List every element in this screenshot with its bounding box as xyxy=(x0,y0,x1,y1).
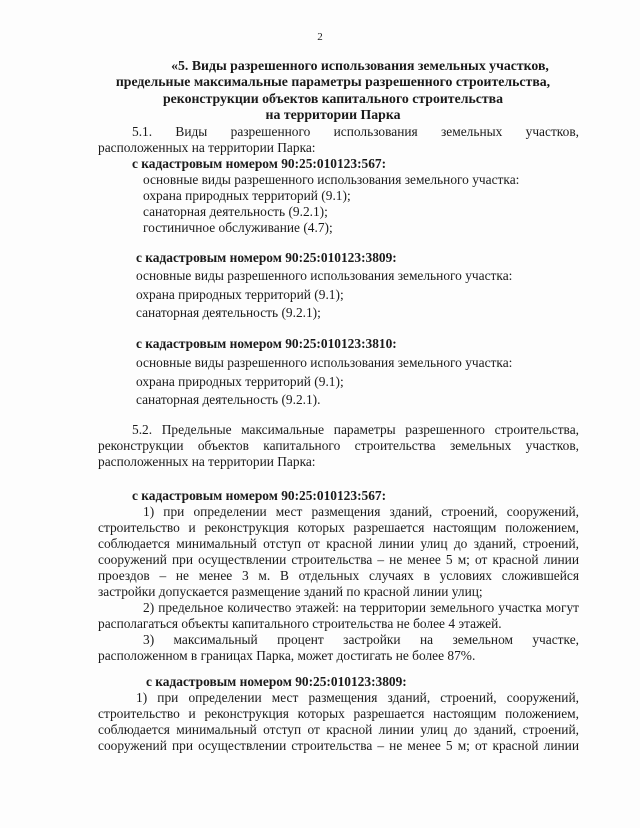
section-5-1-intro-line-1: 5.1. Виды разрешенного использования земельных участков, xyxy=(132,124,579,139)
parcel-567-params-line: сооружений при осуществлении строительства – не менее 5 м; от красной линии xyxy=(98,552,579,567)
parcel-3810-heading: с кадастровым номером 90:25:010123:3810: xyxy=(136,336,397,351)
section-title-line-2: предельные максимальные параметры разрешенного строительства, xyxy=(115,74,551,89)
parcel-567-params-line: проездов – не менее 3 м. В отдельных случаях в условиях сложившейся xyxy=(98,568,579,583)
parcel-567-params-line: строительство и реконструкция которых разрешается настоящим положением, xyxy=(98,520,579,535)
parcel-567-line: гостиничное обслуживание (4.7); xyxy=(143,220,333,235)
parcel-3810-line: санаторная деятельность (9.2.1). xyxy=(136,392,321,407)
parcel-3810-line: охрана природных территорий (9.1); xyxy=(136,374,344,389)
parcel-3809-heading: с кадастровым номером 90:25:010123:3809: xyxy=(136,250,397,265)
parcel-567-params-line: соблюдается минимальный отступ от красной линии улиц до зданий, строений, xyxy=(98,536,579,551)
parcel-3809-params-line: соблюдается минимальный отступ от красной линии улиц до зданий, строений, xyxy=(98,722,579,737)
section-5-2-intro-line-3: расположенных на территории Парка: xyxy=(98,454,316,469)
parcel-3810-line: основные виды разрешенного использования земельного участка: xyxy=(136,355,513,370)
parcel-567-params-line: 2) предельное количество этажей: на территории земельного участка могут xyxy=(143,600,579,615)
parcel-567-line: основные виды разрешенного использования земельного участка: xyxy=(143,172,520,187)
parcel-3809-params-line: сооружений при осуществлении строительства – не менее 5 м; от красной линии xyxy=(98,738,579,753)
section-5-1-intro-line-2: расположенных на территории Парка: xyxy=(98,140,316,155)
section-5-2-intro-line-2: реконструкции объектов капитального строительства земельных участков, xyxy=(98,438,579,453)
parcel-3809-params-line: строительство и реконструкция которых разрешается настоящим положением, xyxy=(98,706,579,721)
parcel-567-params-heading: с кадастровым номером 90:25:010123:567: xyxy=(132,488,387,503)
parcel-3809-line: охрана природных территорий (9.1); xyxy=(136,287,344,302)
section-title-line-3: реконструкции объектов капитального строительства xyxy=(163,91,503,106)
section-5-2-intro-line-1: 5.2. Предельные максимальные параметры разрешенного строительства, xyxy=(132,422,579,437)
section-title-line-4: на территории Парка xyxy=(265,107,401,122)
section-title-line-1: «5. Виды разрешенного использования земельных участков, xyxy=(171,58,549,73)
parcel-3809-params-line: 1) при определении мест размещения зданий, строений, сооружений, xyxy=(136,690,579,705)
parcel-567-params-line: застройки допускается размещение зданий по красной линии улиц; xyxy=(98,584,483,599)
parcel-567-line: санаторная деятельность (9.2.1); xyxy=(143,204,328,219)
parcel-567-params-line: 3) максимальный процент застройки на земельном участке, xyxy=(143,632,579,647)
page-number: 2 xyxy=(317,31,323,43)
parcel-567-heading: с кадастровым номером 90:25:010123:567: xyxy=(132,156,387,171)
parcel-567-params-line: 1) при определении мест размещения зданий, строений, сооружений, xyxy=(143,504,579,519)
parcel-567-line: охрана природных территорий (9.1); xyxy=(143,188,351,203)
parcel-567-params-line: расположенном в границах Парка, может достигать не более 87%. xyxy=(98,648,476,663)
parcel-3809-params-heading: с кадастровым номером 90:25:010123:3809: xyxy=(146,674,407,689)
parcel-3809-line: санаторная деятельность (9.2.1); xyxy=(136,305,321,320)
parcel-567-params-line: располагаться объекты капитального строительства не более 4 этажей. xyxy=(98,616,502,631)
parcel-3809-line: основные виды разрешенного использования земельного участка: xyxy=(136,268,513,283)
